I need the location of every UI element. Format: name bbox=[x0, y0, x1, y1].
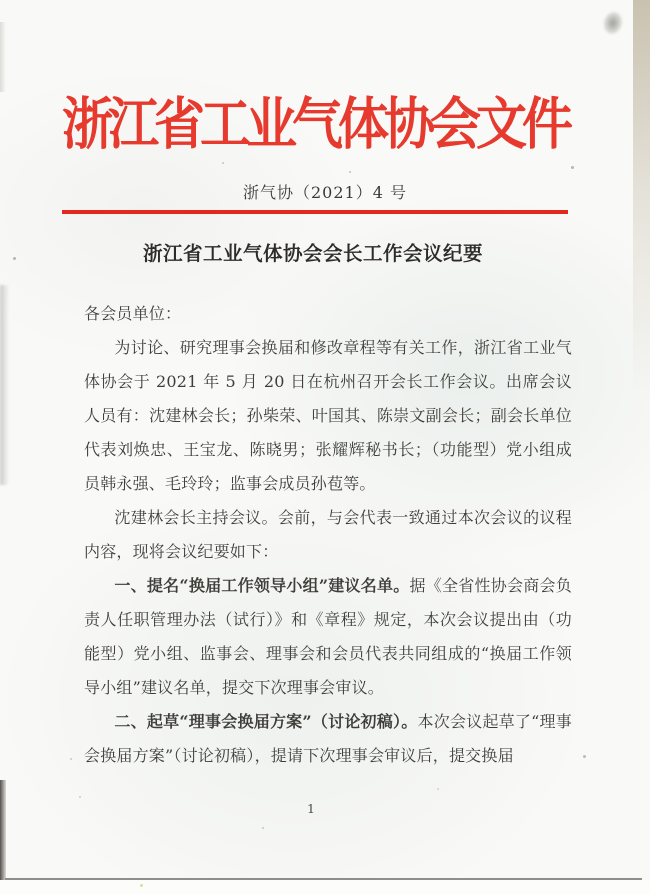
scan-smudge-top-right bbox=[596, 6, 628, 42]
paragraph-text: 据《全省性协会商会负责人任职管理办法（试行）》和《章程》规定，本次会议提出由（功能型）党小组、监事会、理事会和会员代表共同组成的“换届工作领导小组”建议名单，提交下次理事会审议。 bbox=[84, 576, 572, 697]
body-paragraph bbox=[84, 501, 572, 569]
red-divider-line bbox=[62, 210, 568, 214]
scan-speck bbox=[349, 171, 351, 173]
scan-edge-left-bottom bbox=[0, 780, 6, 880]
salutation: 各会员单位： bbox=[84, 304, 182, 323]
document-number: 浙气协（2021）4 号 bbox=[243, 183, 407, 202]
scan-speck bbox=[222, 162, 224, 164]
paragraph-text: 为讨论、研究理事会换届和修改章程等有关工作，浙江省工业气体协会于 2021 年 5 月 20 日在杭州召开会长工作会议。出席会议人员有：沈建林会长；孙柴荣、叶国其、陈崇文副会长；副会长单位代表刘焕忠、王宝龙、陈晓男；张耀辉秘书长；（功能型）党小组成员韩永强、毛玲玲；监事会成员孙苞等。 bbox=[84, 338, 572, 493]
body-paragraph bbox=[84, 705, 572, 773]
paragraph-lead: 二、起草“理事会换届方案”（讨论初稿）。 bbox=[114, 712, 418, 731]
scan-speck bbox=[437, 788, 439, 790]
document-title: 浙江省工业气体协会会长工作会议纪要 bbox=[142, 242, 483, 265]
scan-edge-left-middle bbox=[0, 285, 9, 485]
scan-speck bbox=[262, 827, 264, 829]
scan-edge-left-top bbox=[0, 22, 6, 92]
scan-speck bbox=[140, 884, 143, 887]
scan-speck bbox=[583, 755, 586, 758]
body-paragraph bbox=[84, 569, 572, 705]
letterhead-title: 浙江省工业气体协会文件 bbox=[61, 91, 568, 158]
paragraph-text: 沈建林会长主持会议。会前，与会代表一致通过本次会议的议程内容，现将会议纪要如下： bbox=[84, 508, 572, 561]
scan-edge-right bbox=[633, 0, 650, 430]
scan-speck bbox=[70, 758, 72, 760]
scan-speck bbox=[79, 796, 81, 798]
paragraph-text: 本次会议起草了“理事会换届方案”（讨论初稿），提请下次理事会审议后，提交换届 bbox=[84, 712, 572, 765]
page-number: 1 bbox=[307, 801, 315, 816]
paragraph-lead: 一、提名“换届工作领导小组”建议名单。 bbox=[114, 576, 410, 595]
scan-speck bbox=[13, 257, 16, 260]
scan-speck bbox=[571, 166, 574, 169]
document-body bbox=[84, 297, 572, 773]
scan-bottom-strip bbox=[0, 880, 650, 894]
body-paragraph bbox=[84, 331, 572, 501]
